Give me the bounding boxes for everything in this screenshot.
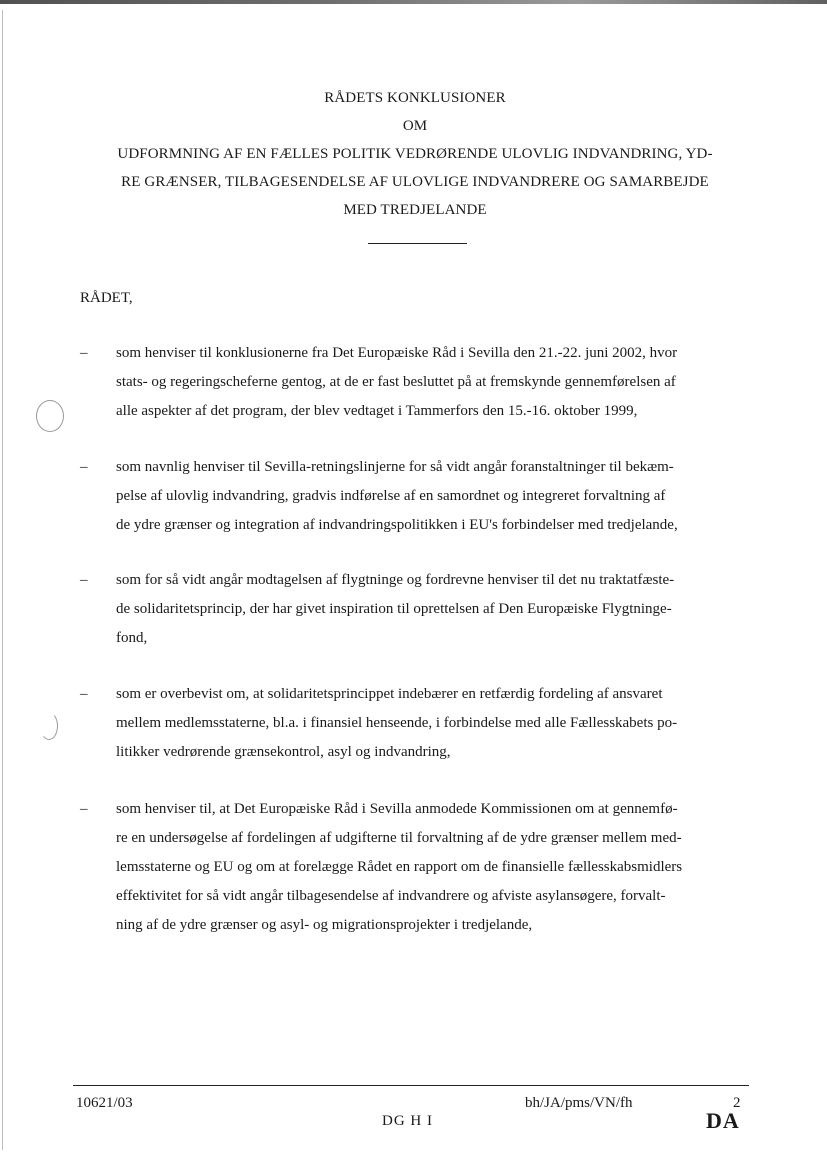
recital-clause <box>80 339 750 426</box>
dash-bullet: – <box>80 686 88 702</box>
title-line: RE GRÆNSER, TILBAGESENDELSE AF ULOVLIGE INDVANDRERE OG SAMARBEJDE <box>121 174 709 190</box>
title-line: OM <box>402 118 428 134</box>
scan-left-edge <box>2 10 3 1150</box>
clause-line: stats- og regeringscheferne gentog, at de er fast besluttet på at fremskynde gennemførelsen af <box>116 374 676 390</box>
clause-line: re en undersøgelse af fordelingen af udgifterne til forvaltning af de ydre grænser mellem med- <box>116 830 682 846</box>
clause-line: effektivitet for så vidt angår tilbagesendelse af indvandrere og afviste asylansøgere, forvalt- <box>116 888 666 904</box>
clause-line: lemsstaterne og EU og om at forelægge Rådet en rapport om de finansielle fællesskabsmidlers <box>116 859 683 875</box>
title-line: UDFORMNING AF EN FÆLLES POLITIK VEDRØRENDE ULOVLIG INDVANDRING, YD- <box>117 146 713 162</box>
title-underline <box>368 243 467 244</box>
recital-clause <box>80 566 750 653</box>
recital-clause <box>80 453 750 540</box>
clause-line: de ydre grænser og integration af indvandringspolitikken i EU's forbindelser med tredjelande, <box>116 517 678 533</box>
clause-line: mellem medlemsstaterne, bl.a. i finansiel henseende, i forbindelse med alle Fællesskabets po- <box>116 715 678 731</box>
scan-top-edge <box>0 0 827 4</box>
footer-rule <box>73 1085 749 1086</box>
language-code: DA <box>706 1108 740 1133</box>
document-number: 10621/03 <box>76 1095 133 1111</box>
author-initials: bh/JA/pms/VN/fh <box>525 1095 633 1111</box>
clause-line: som navnlig henviser til Sevilla-retningslinjerne for så vidt angår foranstaltninger til bekæm- <box>116 459 674 475</box>
directorate-code: DG H I <box>382 1113 433 1129</box>
clause-line: som er overbevist om, at solidaritetsprincippet indebærer en retfærdig fordeling af ansvaret <box>116 686 663 702</box>
dash-bullet: – <box>80 459 88 475</box>
title-line: MED TREDJELANDE <box>343 202 487 218</box>
dash-bullet: – <box>80 572 88 588</box>
punch-hole-lower <box>40 712 58 740</box>
clause-line: de solidaritetsprincip, der har givet inspiration til oprettelsen af Den Europæiske Flygtninge- <box>116 601 672 617</box>
clause-line: ning af de ydre grænser og asyl- og migrationsprojekter i tredjelande, <box>116 917 533 933</box>
clause-line: alle aspekter af det program, der blev vedtaget i Tammerfors den 15.-16. oktober 1999, <box>116 403 638 419</box>
page-number: 2 <box>733 1095 741 1111</box>
dash-bullet: – <box>80 345 88 361</box>
clause-line: fond, <box>116 630 148 646</box>
intro-heading: RÅDET, <box>80 290 133 306</box>
clause-line: som henviser til, at Det Europæiske Råd i Sevilla anmodede Kommissionen om at gennemfø- <box>116 801 678 817</box>
clause-line: pelse af ulovlig indvandring, gradvis indførelse af en samordnet og integreret forvaltning af <box>116 488 666 504</box>
recital-clause <box>80 680 750 767</box>
clause-line: som for så vidt angår modtagelsen af flygtninge og fordrevne henviser til det nu traktatfæste- <box>116 572 675 588</box>
clause-line: som henviser til konklusionerne fra Det Europæiske Råd i Sevilla den 21.-22. juni 2002, hvor <box>116 345 678 361</box>
dash-bullet: – <box>80 801 88 817</box>
document-title <box>80 84 750 224</box>
clause-line: litikker vedrørende grænsekontrol, asyl og indvandring, <box>116 744 451 760</box>
punch-hole-upper <box>36 400 64 432</box>
title-line: RÅDETS KONKLUSIONER <box>324 90 506 106</box>
recital-clause <box>80 795 750 940</box>
